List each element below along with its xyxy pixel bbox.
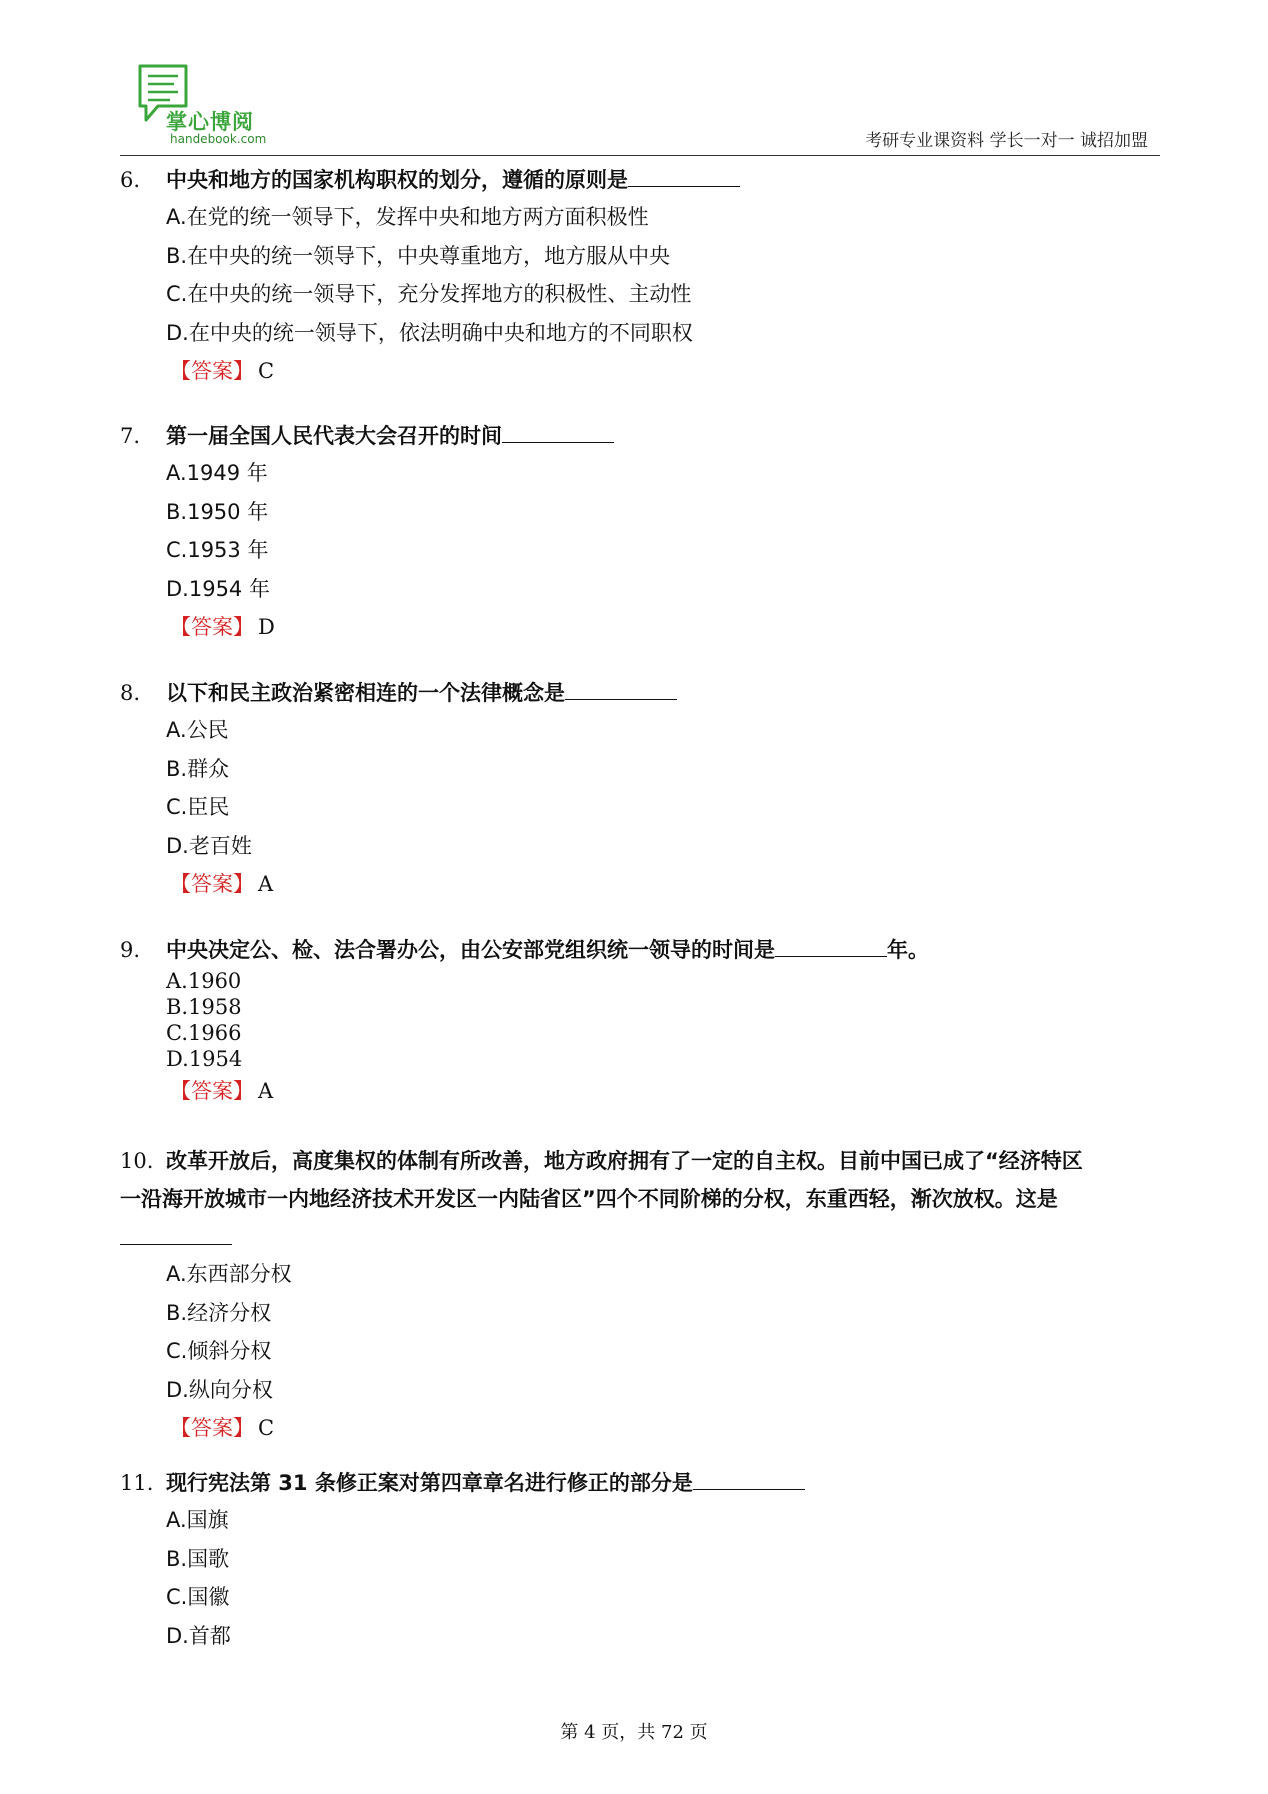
logo	[136, 62, 286, 146]
question-stem: 9. 中央决定公、检、法合署办公，由公安部党组织统一领导的时间是 年。	[120, 932, 1160, 968]
question-number: 8.	[120, 681, 141, 705]
question-stem: 6. 中央和地方的国家机构职权的划分，遵循的原则是	[120, 162, 1160, 198]
question-6	[120, 162, 1160, 390]
option-a: A.1960	[166, 969, 242, 993]
option-d: D.1954 年	[166, 576, 270, 601]
option-b: B.1950 年	[166, 499, 269, 524]
option-c: C.国徽	[166, 1585, 230, 1609]
option-c: C.1953 年	[166, 538, 269, 562]
answer-blank	[628, 164, 740, 187]
option-a: A.1949 年	[166, 461, 268, 485]
question-stem: 11. 现行宪法第 31 条修正案对第四章章名进行修正的部分是	[120, 1465, 1160, 1501]
option-a: A.公民	[166, 718, 229, 742]
page-number: 第 4 页，共 72 页	[560, 1722, 708, 1743]
question-number: 7.	[120, 424, 141, 448]
option-c: C.在中央的统一领导下，充分发挥地方的积极性、主动性	[166, 282, 692, 306]
question-8	[120, 675, 1160, 903]
option-b: B.国歌	[166, 1546, 230, 1571]
option-d: D.在中央的统一领导下，依法明确中央和地方的不同职权	[166, 320, 693, 345]
option-d: D.纵向分权	[166, 1377, 273, 1402]
question-stem: 10. 改革开放后，高度集权的体制有所改善，地方政府拥有了一定的自主权。目前中国已成了“经济特区 一沿海开放城市一内地经济技术开发区一内陆省区”四个不同阶梯的分权，东重西轻，渐次放权。这是	[120, 1142, 1160, 1245]
option-c: C.倾斜分权	[166, 1339, 272, 1363]
option-c: C.臣民	[166, 795, 230, 819]
answer-blank	[502, 420, 614, 443]
option-d: D.1954	[166, 1047, 243, 1071]
question-stem: 7. 第一届全国人民代表大会召开的时间	[120, 418, 1160, 454]
question-9	[120, 932, 1160, 1110]
header-divider	[120, 155, 1160, 156]
question-10	[120, 1142, 1160, 1447]
answer: 【答案】 C	[170, 359, 275, 383]
answer: 【答案】 D	[170, 615, 275, 639]
answer-blank	[565, 677, 677, 700]
question-7	[120, 418, 1160, 646]
option-b: B.群众	[166, 756, 230, 781]
logo-name: 掌心博阅	[166, 110, 254, 134]
header-slogan: 考研专业课资料 学长一对一 诚招加盟	[865, 131, 1148, 151]
option-d: D.首都	[166, 1623, 231, 1648]
answer: 【答案】 A	[170, 872, 274, 896]
answer-blank	[693, 1467, 805, 1490]
option-c: C.1966	[166, 1021, 242, 1045]
logo-url: handebook.com	[170, 132, 267, 146]
question-number: 11.	[120, 1471, 154, 1495]
question-number: 6.	[120, 168, 141, 192]
question-stem: 8. 以下和民主政治紧密相连的一个法律概念是	[120, 675, 1160, 711]
option-b: B.1958	[166, 995, 242, 1019]
question-number: 10.	[120, 1149, 154, 1173]
question-11	[120, 1465, 1160, 1655]
answer-blank	[775, 934, 887, 957]
option-a: A.东西部分权	[166, 1262, 292, 1286]
answer: 【答案】 C	[170, 1416, 275, 1440]
question-number: 9.	[120, 938, 141, 962]
answer: 【答案】 A	[170, 1079, 274, 1103]
option-a: A.国旗	[166, 1508, 229, 1532]
option-d: D.老百姓	[166, 833, 252, 858]
option-b: B.在中央的统一领导下，中央尊重地方，地方服从中央	[166, 243, 671, 268]
option-a: A.在党的统一领导下，发挥中央和地方两方面积极性	[166, 205, 649, 229]
answer-blank	[120, 1222, 232, 1245]
option-b: B.经济分权	[166, 1300, 272, 1325]
